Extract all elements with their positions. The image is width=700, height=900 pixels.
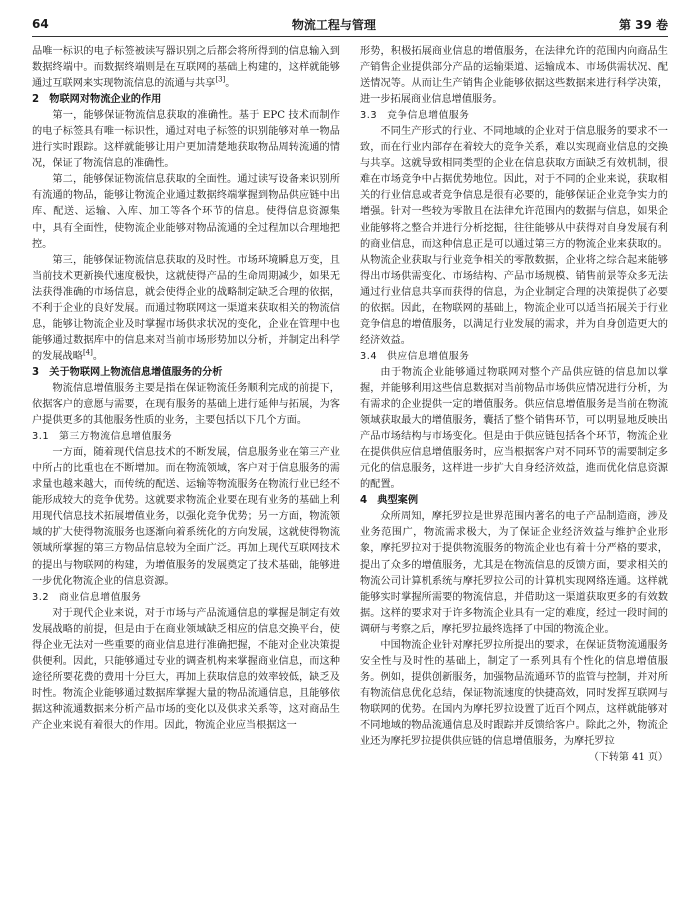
paragraph: 形势，积极拓展商业信息的增值服务，在法律允许的范围内向商品生产销售企业提供部分产品的运输渠道、运输成本、市场供需状况、配送情况等。从而让生产销售企业能够依据这些数据来进行科学决策，进一步拓展商业信息增值服务。 (360, 46, 668, 106)
section-heading: 4 典型案例 (360, 495, 419, 507)
section-heading: 2 物联网对物流企业的作用 (32, 94, 162, 106)
paragraph: 品唯一标识的电子标签被读写器识别之后都会将所得到的信息输入到数据终端中。而数据终端则是在互联网的基础上构建的，这样就能够通过互联网来实现物流信息的流通与共享[3]。 (32, 46, 340, 90)
subsection-heading: 3.2 商业信息增值服务 (32, 591, 142, 603)
paragraph: 一方面，随着现代信息技术的不断发展，信息服务业在第三产业中所占的比重也在不断增加。而在物流领域，客户对于信息服务的需求量也越来越大，而传统的配送、运输等物流服务在物流行业已经不能形成较大的竞争优势。这就要求物流企业要在现有业务的基础上利用现代信息技术拓展增值业务，以强化竞争优势；另一方面，物流领域的扩大使得物流服务也逐渐向着系统化的方向发展，这就使得物流领域所掌握的第三方物品信息较为全面广泛。再加上现代互联网技术的提出与物联网的构建，为增值服务的发展奠定了技术基础，能够进一步优化物流企业的信息资源。 (32, 447, 340, 587)
subsection-heading: 3.3 竞争信息增值服务 (360, 110, 470, 122)
page-number: 64 (32, 17, 49, 31)
continued-note: （下转第 41 页） (588, 752, 668, 764)
left-column (32, 44, 340, 882)
paragraph: 对于现代企业来说，对于市场与产品流通信息的掌握是制定有效发展战略的前提，但是由于在商业领域缺乏相应的信息交换平台，使得企业无法对一些重要的商业信息进行准确把握，不能对企业决策提供便利。因此，只能够通过专业的调查机构来掌握商业信息，而这种途径所要花费的费用十分巨大，再加上获取信息的效率较低，缺乏及时性。物流企业能够通过数据库掌握大量的物品流通信息，且能够依据这种流通数据来分析产品市场的变化以及供求关系等，这对商品生产企业来说有着很大的作用。因此，物流企业应当根据这一 (32, 607, 340, 731)
citation: [3] (215, 75, 226, 84)
volume-label: 第 39 卷 (618, 17, 668, 32)
paragraph: 众所周知，摩托罗拉是世界范围内著名的电子产品制造商，涉及业务范围广，物流需求极大，为了保证企业经济效益与维护企业形象，摩托罗拉对于提供物流服务的物流企业也有着十分严格的要求，提出了众多的增值服务，尤其是在物流信息的反馈方面，要求相关的物流公司计算机系统与摩托罗拉公司的计算机实现网络连通。这样就能够实时掌握所需要的物流信息，并借助这一渠道获取更多的有效数据。这样的要求对于许多物流企业具有一定的难度，经过一段时间的调研与考察之后，摩托罗拉最终选择了中国的物流企业。 (360, 511, 668, 635)
subsection-heading: 3.1 第三方物流信息增值服务 (32, 431, 173, 443)
paragraph: 不同生产形式的行业、不同地域的企业对于信息服务的要求不一致，而在行业内部存在着较大的竞争关系，难以实现商业信息的交换与共享。这就导致相同类型的企业在信息获取方面缺乏有效机制，很难在市场竞争中占据优势地位。因此，对于不同的企业来说，获取相关的行业信息或者竞争信息是很有必要的，能够保证企业竞争实力的增强。针对一些较为零散且在法律允许范围内的数据与信息，如果企业能够将之整合并进行分析挖掘，往往能够从中获得对自身发展有利的商业信息，而这种信息正是可以通过第三方的物流企业来获取的。从物流企业获取与行业竞争相关的零散数据，企业将之综合起来能够得出市场供需变化、市场结构、产品市场规模、销售前景等众多无法通过行业信息共享而获得的信息，为企业制定合理的决策提供了必要的依据。因此，在物联网的基础上，物流企业可以适当拓展关于行业竞争信息的增值服务，以满足行业发展的需求，并为自身创造更大的经济效益。 (360, 126, 668, 346)
paragraph: 第二，能够保证物流信息获取的全面性。通过读写设备来识别所有流通的物品，能够让物流企业通过数据终端掌握到物品供应链中出库、配送、运输、入库、加工等各个环节的信息。使得信息资源集中，具有全面性，使物流企业能够对物品流通的全过程加以合理地把控。 (32, 174, 340, 250)
right-column (360, 44, 668, 882)
paragraph: 由于物流企业能够通过物联网对整个产品供应链的信息加以掌握，并能够利用这些信息数据对当前物品市场供应情况进行分析，为有需求的企业提供一定的增值服务。供应信息增值服务是当前在物流领域获取最大的增值服务，囊括了整个销售环节，可以明显地反映出产品市场结构与市场变化。但是由于供应链包括各个环节，物流企业在提供供应信息增值服务时，应当根据客户对不同环节的需要制定多元化的信息服务，这样进一步扩大自身经济效益，進而优化信息资源的配置。 (360, 366, 668, 491)
subsection-heading: 3.4 供应信息增值服务 (360, 350, 470, 362)
page-header (32, 14, 668, 37)
paragraph: 第一，能够保证物流信息获取的准确性。基于 EPC 技术而制作的电子标签具有唯一标识性，通过对电子标签的识别能够对单一物品进行实时跟踪。这样就能够让用户更加清楚地获取物品周转流通的情况，保证了物流信息的准确性。 (32, 110, 340, 170)
journal-title: 物流工程与管理 (291, 17, 376, 32)
paragraph: 第三，能够保证物流信息获取的及时性。市场环境瞬息万变，且当前技术更新换代速度极快，这就使得产品的生命周期减少，如果无法获得准确的市场信息，就会使得企业的战略制定缺乏合理的依据，不利于企业的良好发展。而通过物联网这一渠道来获取相关的物流信息，能够让物流企业及时掌握市场供求状况的变化，企业在管理中也能够通过数据库中的信息来对当前市场形势加以分析，并制定出科学的发展战略[4]。 (32, 254, 340, 362)
paragraph: 中国物流企业针对摩托罗拉所提出的要求，在保证货物流通服务安全性与及时性的基础上，制定了一系列具有个性化的信息增值服务。例如，提供创新服务，加强物品流通环节的监管与控制，并对所有物流信息优化总结，保证物流速度的快捷高效，同时发挥互联网与物联网的优势。在国内为摩托罗拉设置了近百个网点，这样就能够对不同地域的物品流通信息及时跟踪并反馈给客户。除此之外，物流企业还为摩托罗拉提供供应链的信息增值服务，为摩托罗拉 （下转第 41 页） (360, 638, 668, 750)
section-heading: 3 关于物联网上物流信息增值服务的分析 (32, 366, 223, 378)
citation: [4] (82, 348, 93, 357)
paragraph: 物流信息增值服务主要是指在保证物流任务顺利完成的前提下，依据客户的意愿与需要，在现有服务的基础上进行延伸与拓展，为客户提供更多的其他服务性质的业务，主要包括以下几个方面。 (32, 382, 340, 427)
